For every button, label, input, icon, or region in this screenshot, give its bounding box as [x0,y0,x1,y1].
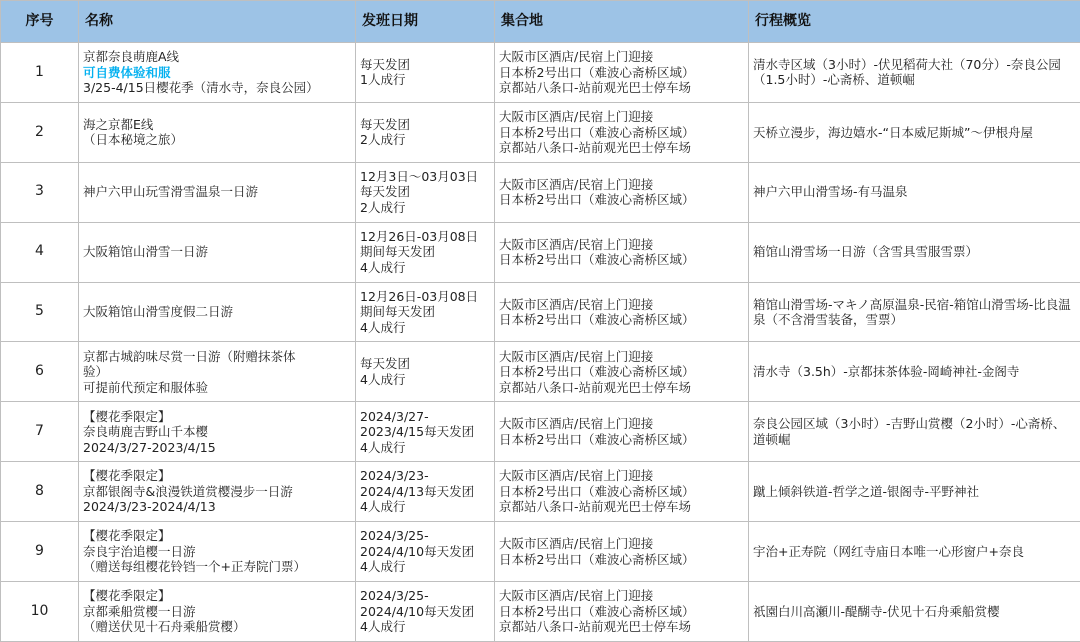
tour-name [79,222,356,282]
header-name: 名称 [79,1,356,43]
meeting-point-line: 大阪市区酒店/民宿上门迎接 [499,588,654,604]
departure-dates-line: 2024/3/25- [360,528,429,544]
departure-dates-line: 4人成行 [360,371,406,387]
meeting-point-line: 大阪市区酒店/民宿上门迎接 [499,416,654,432]
departure-dates-line: 12月26日-03月08日 [360,288,479,304]
meeting-point-line: 日本桥2号出口（难波心斋桥区域） [499,312,695,327]
itinerary-overview-text: 箱馆山滑雪场-マキノ高原温泉-民宿-箱馆山滑雪场-比良温泉（不含滑雪装备，雪票） [753,296,1071,327]
departure-dates-line: 2024/4/13每天发团 [360,483,475,499]
tour-name-line: 【樱花季限定】 [83,408,171,424]
table-row [1,43,1080,103]
header-dates: 发班日期 [356,1,495,43]
meeting-point [495,43,749,103]
itinerary-overview [749,43,1080,103]
tour-name-line: 2024/3/23-2024/4/13 [83,499,216,515]
meeting-point-line: 日本桥2号出口（难波心斋桥区域） [499,64,695,80]
table-row [1,162,1080,222]
departure-dates [356,462,495,522]
row-number: 5 [1,282,79,342]
departure-dates-line: 4人成行 [360,439,406,455]
meeting-point [495,522,749,582]
tour-name [79,522,356,582]
tour-name [79,582,356,642]
meeting-point-line: 日本桥2号出口（难波心斋桥区域） [499,431,695,447]
tour-name-line: 【樱花季限定】 [83,588,171,604]
departure-dates-line: 2024/3/23- [360,468,429,484]
departure-dates-line: 1人成行 [360,72,406,88]
departure-dates-line: 4人成行 [360,319,406,335]
meeting-point-line: 大阪市区酒店/民宿上门迎接 [499,348,654,364]
tour-name-line: 可自费体验和服 [83,64,171,80]
departure-dates-line: 2人成行 [360,199,406,215]
meeting-point-line: 大阪市区酒店/民宿上门迎接 [499,236,654,252]
tour-name-line: 大阪箱馆山滑雪度假二日游 [83,304,234,320]
itinerary-overview-text: 神户六甲山滑雪场-有马温泉 [753,184,908,200]
tour-name-line: 验） [83,364,109,380]
itinerary-overview-text: 清水寺区域（3小时）-伏见稻荷大社（70分）-奈良公园（1.5小时）-心斋桥、道顿崛 [753,56,1061,88]
tour-name [79,43,356,103]
row-number: 2 [1,102,79,162]
departure-dates-line: 4人成行 [360,259,406,275]
row-number: 9 [1,522,79,582]
meeting-point-line: 日本桥2号出口（难波心斋桥区域） [499,483,695,499]
meeting-point [495,222,749,282]
row-number: 10 [1,582,79,642]
header-meeting: 集合地 [495,1,749,43]
meeting-point [495,402,749,462]
itinerary-overview-text: 宇治+正寿院（网红寺庙日本唯一心形窗户+奈良 [753,543,1024,559]
meeting-point-line: 日本桥2号出口（难波心斋桥区域） [499,603,695,619]
meeting-point-line: 京都站八条口-站前观光巴士停车场 [499,80,692,96]
departure-dates-line: 2023/4/15每天发团 [360,424,475,440]
itinerary-overview [749,462,1080,522]
departure-dates-line: 每天发团 [360,184,411,200]
itinerary-overview [749,402,1080,462]
tour-name [79,342,356,402]
departure-dates-line: 每天发团 [360,116,411,132]
departure-dates [356,582,495,642]
row-number: 7 [1,402,79,462]
tour-name-line: 2024/3/27-2023/4/15 [83,439,216,455]
departure-dates-line: 4人成行 [360,499,406,515]
row-number: 6 [1,342,79,402]
tour-name-line: 可提前代预定和服体验 [83,379,209,395]
row-number: 3 [1,162,79,222]
table-row [1,342,1080,402]
meeting-point-line: 日本桥2号出口（难波心斋桥区域） [499,364,695,380]
itinerary-overview [749,522,1080,582]
departure-dates-line: 2024/4/10每天发团 [360,603,475,619]
meeting-point [495,342,749,402]
tour-name-line: 【樱花季限定】 [83,468,171,484]
table-row [1,102,1080,162]
tour-name-line: 京都银阁寺&浪漫铁道赏樱漫步一日游 [83,483,293,499]
table-row [1,582,1080,642]
departure-dates [356,162,495,222]
row-number: 8 [1,462,79,522]
tour-name-line: 【樱花季限定】 [83,528,171,544]
departure-dates [356,43,495,103]
meeting-point [495,162,749,222]
meeting-point-line: 日本桥2号出口（难波心斋桥区域） [499,124,695,140]
tour-name-line: 大阪箱馆山滑雪一日游 [83,244,209,260]
tour-name-line: （赠送伏见十石舟乘船赏樱） [83,619,246,635]
header-no: 序号 [1,1,79,43]
itinerary-overview [749,222,1080,282]
tour-name [79,102,356,162]
itinerary-overview-text: 箱馆山滑雪场一日游（含雪具雪服雪票） [753,244,979,260]
tour-name-line: 京都奈良萌鹿A线 [83,49,180,65]
meeting-point-line: 京都站八条口-站前观光巴士停车场 [499,379,692,395]
table-row [1,522,1080,582]
meeting-point-line: 大阪市区酒店/民宿上门迎接 [499,176,654,192]
tour-name [79,162,356,222]
meeting-point [495,282,749,342]
meeting-point-line: 日本桥2号出口（难波心斋桥区域） [499,192,695,208]
itinerary-overview [749,162,1080,222]
meeting-point-line: 京都站八条口-站前观光巴士停车场 [499,619,692,635]
departure-dates-line: 4人成行 [360,559,406,575]
itinerary-overview [749,282,1080,342]
itinerary-overview-text: 祇園白川高瀬川-醍醐寺-伏见十石舟乘船赏樱 [753,603,1000,619]
itinerary-overview [749,582,1080,642]
itinerary-overview-text: 奈良公园区域（3小时）-吉野山赏樱（2小时）-心斋桥、道顿崛 [753,416,1066,447]
departure-dates-line: 期间每天发团 [360,304,436,320]
tour-name-line: 京都乘船赏樱一日游 [83,603,196,619]
departure-dates [356,222,495,282]
header-row [1,1,1080,43]
departure-dates-line: 期间每天发团 [360,244,436,260]
departure-dates-line: 每天发团 [360,356,411,372]
table-row [1,282,1080,342]
meeting-point-line: 日本桥2号出口（难波心斋桥区域） [499,551,695,567]
table-row [1,402,1080,462]
itinerary-overview [749,102,1080,162]
meeting-point-line: 大阪市区酒店/民宿上门迎接 [499,109,654,125]
meeting-point [495,102,749,162]
tour-name-line: 神户六甲山玩雪滑雪温泉一日游 [83,184,259,200]
tour-name [79,462,356,522]
itinerary-overview [749,342,1080,402]
header-overview: 行程概览 [749,1,1080,43]
meeting-point-line: 大阪市区酒店/民宿上门迎接 [499,536,654,552]
departure-dates-line: 2024/3/27- [360,408,429,424]
meeting-point-line: 京都站八条口-站前观光巴士停车场 [499,499,692,515]
tour-name-line: 3/25-4/15日樱花季（清水寺，奈良公园） [83,80,319,96]
tour-name-line: 奈良萌鹿吉野山千本樱 [83,424,209,440]
itinerary-overview-text: 蹴上倾斜铁道-哲学之道-银阁寺-平野神社 [753,483,980,499]
departure-dates [356,342,495,402]
meeting-point-line: 日本桥2号出口（难波心斋桥区域） [499,252,695,268]
tour-name-line: （赠送每组樱花铃铛一个+正寿院门票） [83,559,306,575]
itinerary-overview-text: 天桥立漫步，海边嬉水-“日本威尼斯城”～伊根舟屋 [753,124,1033,140]
meeting-point-line: 京都站八条口-站前观光巴士停车场 [499,140,692,156]
itinerary-overview-text: 清水寺（3.5h）-京都抹茶体验-岡崎神社-金阁寺 [753,364,1020,380]
departure-dates-line: 2024/4/10每天发团 [360,543,475,559]
departure-dates [356,522,495,582]
tour-name-line: 海之京都E线 [83,116,154,132]
departure-dates [356,402,495,462]
tour-name [79,282,356,342]
departure-dates-line: 4人成行 [360,619,406,635]
departure-dates [356,102,495,162]
tour-name [79,402,356,462]
meeting-point-line: 大阪市区酒店/民宿上门迎接 [499,49,654,65]
tour-name-line: 京都古城韵味尽赏一日游（附赠抹茶体 [83,348,296,364]
departure-dates [356,282,495,342]
meeting-point [495,582,749,642]
departure-dates-line: 12月26日-03月08日 [360,228,479,244]
row-number: 1 [1,43,79,103]
meeting-point [495,462,749,522]
meeting-point-line: 大阪市区酒店/民宿上门迎接 [499,468,654,484]
departure-dates-line: 12月3日～03月03日 [360,168,479,184]
tour-name-line: （日本秘境之旅） [83,132,184,148]
tour-name-line: 奈良宇治追樱一日游 [83,543,196,559]
departure-dates-line: 2人成行 [360,132,406,148]
table-row [1,462,1080,522]
table-row [1,222,1080,282]
departure-dates-line: 2024/3/25- [360,588,429,604]
meeting-point-line: 大阪市区酒店/民宿上门迎接 [499,296,654,312]
departure-dates-line: 每天发团 [360,56,411,72]
row-number: 4 [1,222,79,282]
